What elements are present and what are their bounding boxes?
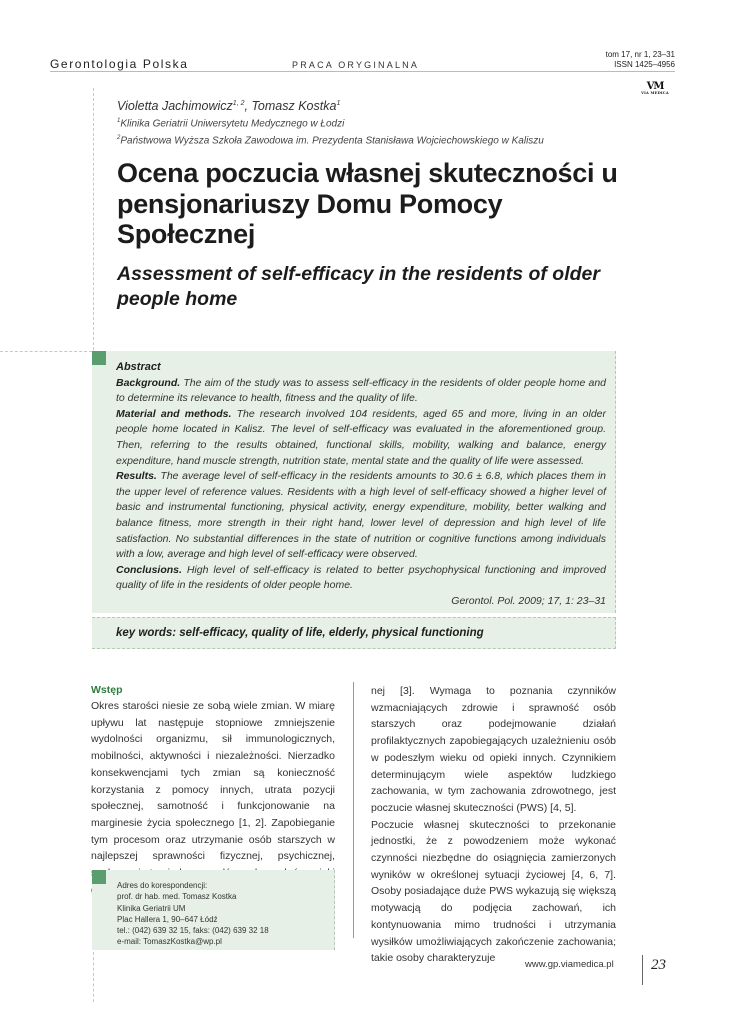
- abstract-methods: [116, 407, 606, 469]
- affiliation: [117, 118, 344, 129]
- correspondence: [117, 880, 333, 948]
- margin-rule: [93, 88, 94, 350]
- volume-issue: tom 17, nr 1, 23–31: [605, 50, 675, 59]
- author-affil-ref: 1, 2: [232, 99, 245, 107]
- correspondence-address: Plac Hallera 1, 90–647 Łódź: [117, 914, 218, 924]
- margin-rule: [93, 952, 94, 1002]
- body-column-right: [371, 683, 616, 967]
- body-paragraph: nej [3]. Wymaga to poznania czynników wzmacniających zdrowie i sprawność osób starszych oraz podejmowanie działań profilaktycznych zapobiegających uzależnieniu osób w podeszłym wieku od opieki innych. Czynnikiem determinującym wiele aspektów ludzkiego zachowania, w tym zachowania zdrowotnego, jest poczucie własnej skuteczności (PWS) [4, 5].: [371, 685, 616, 814]
- correspondence-email: e-mail: TomaszKostka@wp.pl: [117, 937, 222, 947]
- correspondence-marker: [92, 870, 106, 884]
- body-paragraph: Poczucie własnej skuteczności to przekonanie jednostki, że z powodzeniem może wykonać czynności niezbędne do osiągnięcia zamierzonych wyników w określonej sytuacji życiowej [4, 6, 7]. Osoby posiadające duże PWS wykazują się większą motywacją do podjęcia zachowań, ich kontynuowania mimo trudności i utrzymania wysiłków umożliwiających zakończenie zachowania; takie osoby charakteryzuje: [371, 818, 616, 965]
- abstract-results: [116, 469, 606, 563]
- abstract-conclusions-text: High level of self-efficacy is related to better psychophysical functioning and improved quality of life in the residents of older people home.: [116, 563, 606, 592]
- abstract-heading: Abstract: [116, 361, 161, 373]
- affiliation-number: 2: [117, 135, 121, 141]
- body-column-left: [91, 683, 335, 898]
- correspondence-name: prof. dr hab. med. Tomasz Kostka: [117, 892, 237, 902]
- author-affil-ref: 1: [336, 99, 341, 107]
- body-paragraph: Okres starości niesie ze sobą wiele zmian. W miarę upływu lat następuje stopniowe zmniejszenie wydolności organizmu, sił immunologicznych, mobilności, aktywności i niezależności. Nierzadko konsekwencjami tych zmian są konieczność korzystania z pomocy innych, utrata pozycji społecznej, samotność i funkcjonowanie na marginesie życia społecznego [1, 2]. Zapobieganie tym procesom oraz utrzymanie osób starszych w najlepszej sprawności fizycznej, psychicznej,: [91, 700, 335, 863]
- citation: Gerontol. Pol. 2009; 17, 1: 23–31: [451, 594, 606, 607]
- abstract: [116, 360, 606, 610]
- correspondence-heading: Adres do korespondencji:: [117, 881, 208, 890]
- page-number-divider: [642, 955, 643, 985]
- publisher-logo: [636, 82, 674, 98]
- abstract-background-label: Background.: [116, 376, 181, 389]
- volume-info: [606, 50, 675, 70]
- article-title-english: Assessment of self-efficacy in the residents of older people home: [117, 263, 600, 310]
- affiliation-number: 1: [117, 118, 121, 124]
- page-number: 23: [651, 957, 666, 973]
- abstract-methods-label: Material and methods.: [116, 407, 232, 420]
- affiliation: [117, 135, 544, 146]
- author-name: Tomasz Kostka: [251, 99, 337, 113]
- column-divider: [353, 682, 354, 938]
- abstract-background-text: The aim of the study was to assess self-efficacy in the residents of older people home and to determine its relevance to health, fitness and the quality of life.: [116, 376, 606, 405]
- header-rule: [50, 71, 675, 72]
- correspondence-phone: tel.: (042) 639 32 15, faks: (042) 639 32 18: [117, 926, 269, 936]
- abstract-results-label: Results.: [116, 470, 157, 483]
- keywords: key words: self-efficacy, quality of life, elderly, physical functioning: [116, 627, 484, 639]
- abstract-conclusions-label: Conclusions.: [116, 563, 182, 576]
- abstract-conclusions: [116, 563, 606, 594]
- correspondence-department: Klinika Geriatrii UM: [117, 903, 186, 913]
- publisher-logo-name: VIA MEDICA: [641, 91, 669, 95]
- section-heading: Wstęp: [91, 684, 123, 696]
- abstract-marker: [92, 351, 106, 365]
- journal-name: Gerontologia Polska: [50, 57, 189, 71]
- abstract-background: [116, 376, 606, 407]
- author-separator: ,: [244, 99, 252, 113]
- journal-url: www.gp.viamedica.pl: [525, 959, 614, 970]
- publisher-logo-mark: VM: [646, 81, 664, 92]
- margin-dash-rule: [0, 351, 92, 352]
- authors: [117, 99, 340, 113]
- abstract-results-text: The average level of self-efficacy in the residents amounts to 30.6 ± 6.8, which places them in the upper level of reference values. Residents with a high level of self-efficacy showed a higher level of basic and instrumental functioning, physical activity, energy expenditure, mobility, better walking and balance fitness, more strength in their right hand, lower level of depression and high level of life satisfaction. No substantial differences in the state of nutrition or cognitive functions among individuals with a low, average and high level of self-efficacy were observed.: [116, 470, 606, 561]
- author-name: Violetta Jachimowicz: [117, 99, 233, 113]
- article-title-polish: Ocena poczucia własnej skuteczności u pensjonariuszy Domu Pomocy Społecznej: [117, 158, 618, 249]
- article-type: PRACA ORYGINALNA: [292, 60, 420, 70]
- affiliation-text: Państwowa Wyższa Szkoła Zawodowa im. Prezydenta Stanisława Wojciechowskiego w Kaliszu: [120, 135, 544, 147]
- affiliation-text: Klinika Geriatrii Uniwersytetu Medycznego w Łodzi: [120, 118, 345, 130]
- abstract-methods-text: The research involved 104 residents, aged 65 and more, living in an older people home located in Kalisz. The level of self-efficacy was evaluated in the aforementioned group. Then, referring to the results obtained, functional skills, mobility, walking and balance, energy expenditure, hand muscle strength, nutrition state, mental state and the quality of life were assessed.: [116, 407, 606, 467]
- issn: ISSN 1425–4956: [614, 60, 675, 69]
